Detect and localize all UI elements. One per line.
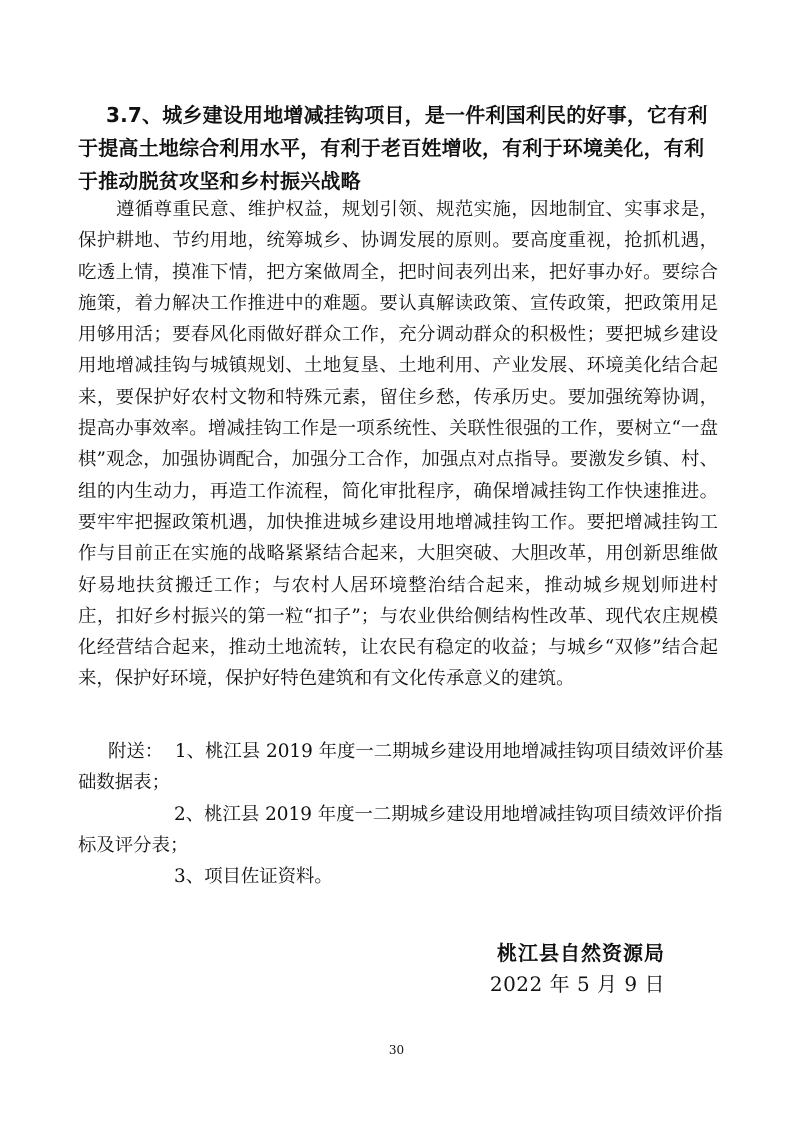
attachment-item-2-line-1: 2、桃江县 2019 年度一二期城乡建设用地增减挂钩项目绩效评价指	[174, 803, 723, 825]
page-number: 30	[388, 1043, 405, 1057]
attachments-list	[78, 736, 724, 892]
attachment-item-1-line-2: 础数据表；	[78, 772, 170, 794]
attachment-item-1	[78, 736, 724, 767]
attachments-label: 附送：	[108, 741, 164, 762]
attachment-item-1-line-1: 1、桃江县 2019 年度一二期城乡建设用地增减挂钩项目绩效评价基	[174, 741, 724, 762]
attachment-item-3: 3、项目佐证资料。	[174, 866, 333, 888]
issue-date: 2022 年 5 月 9 日	[489, 972, 665, 996]
signature-block	[490, 938, 665, 1000]
issuing-organization: 桃江县自然资源局	[497, 941, 665, 965]
attachment-item-2-line-2: 标及评分表；	[78, 834, 189, 856]
body-paragraph: 遵循尊重民意、维护权益，规划引领、规范实施，因地制宜、实事求是，保护耕地、节约用地，统筹城乡、协调发展的原则。要高度重视，抢抓机遇，吃透上情，摸准下情，把方案做周全，把时间表列出来，把好事办好。要综合施策，着力解决工作推进中的难题。要认真解读政策、宣传政策，把政策用足用够用活；要春风化雨做好群众工作，充分调动群众的积极性；要把城乡建设用地增减挂钩与城镇规划、土地复垦、土地利用、产业发展、环境美化结合起来，要保护好农村文物和特殊元素，留住乡愁，传承历史。要加强统筹协调，提高办事效率。增减挂钩工作是一项系统性、关联性很强的工作，要树立“一盘棋”观念，加强协调配合，加强分工合作，加强点对点指导。要激发乡镇、村、组的内生动力，再造工作流程，简化审批程序，确保增减挂钩工作快速推进。要牢牢把握政策机遇，加快推进城乡建设用地增减挂钩工作。要把增减挂钩工作与目前正在实施的战略紧紧结合起来，大胆突破、大胆改革，用创新思维做好易地扶贫搬迁工作；与农村人居环境整治结合起来，推动城乡规划师进村庄，扣好乡村振兴的第一粒“扣子”；与农业供给侧结构性改革、现代农庄规模化经营结合起来，推动土地流转，让农民有稳定的收益；与城乡“双修”结合起来，保护好环境，保护好特色建筑和有文化传承意义的建筑。	[78, 199, 718, 690]
section-heading: 3.7、城乡建设用地增减挂钩项目，是一件利国利民的好事，它有利于提高土地综合利用水平，有利于老百姓增收，有利于环境美化，有利于推动脱贫攻坚和乡村振兴战略	[78, 103, 708, 193]
